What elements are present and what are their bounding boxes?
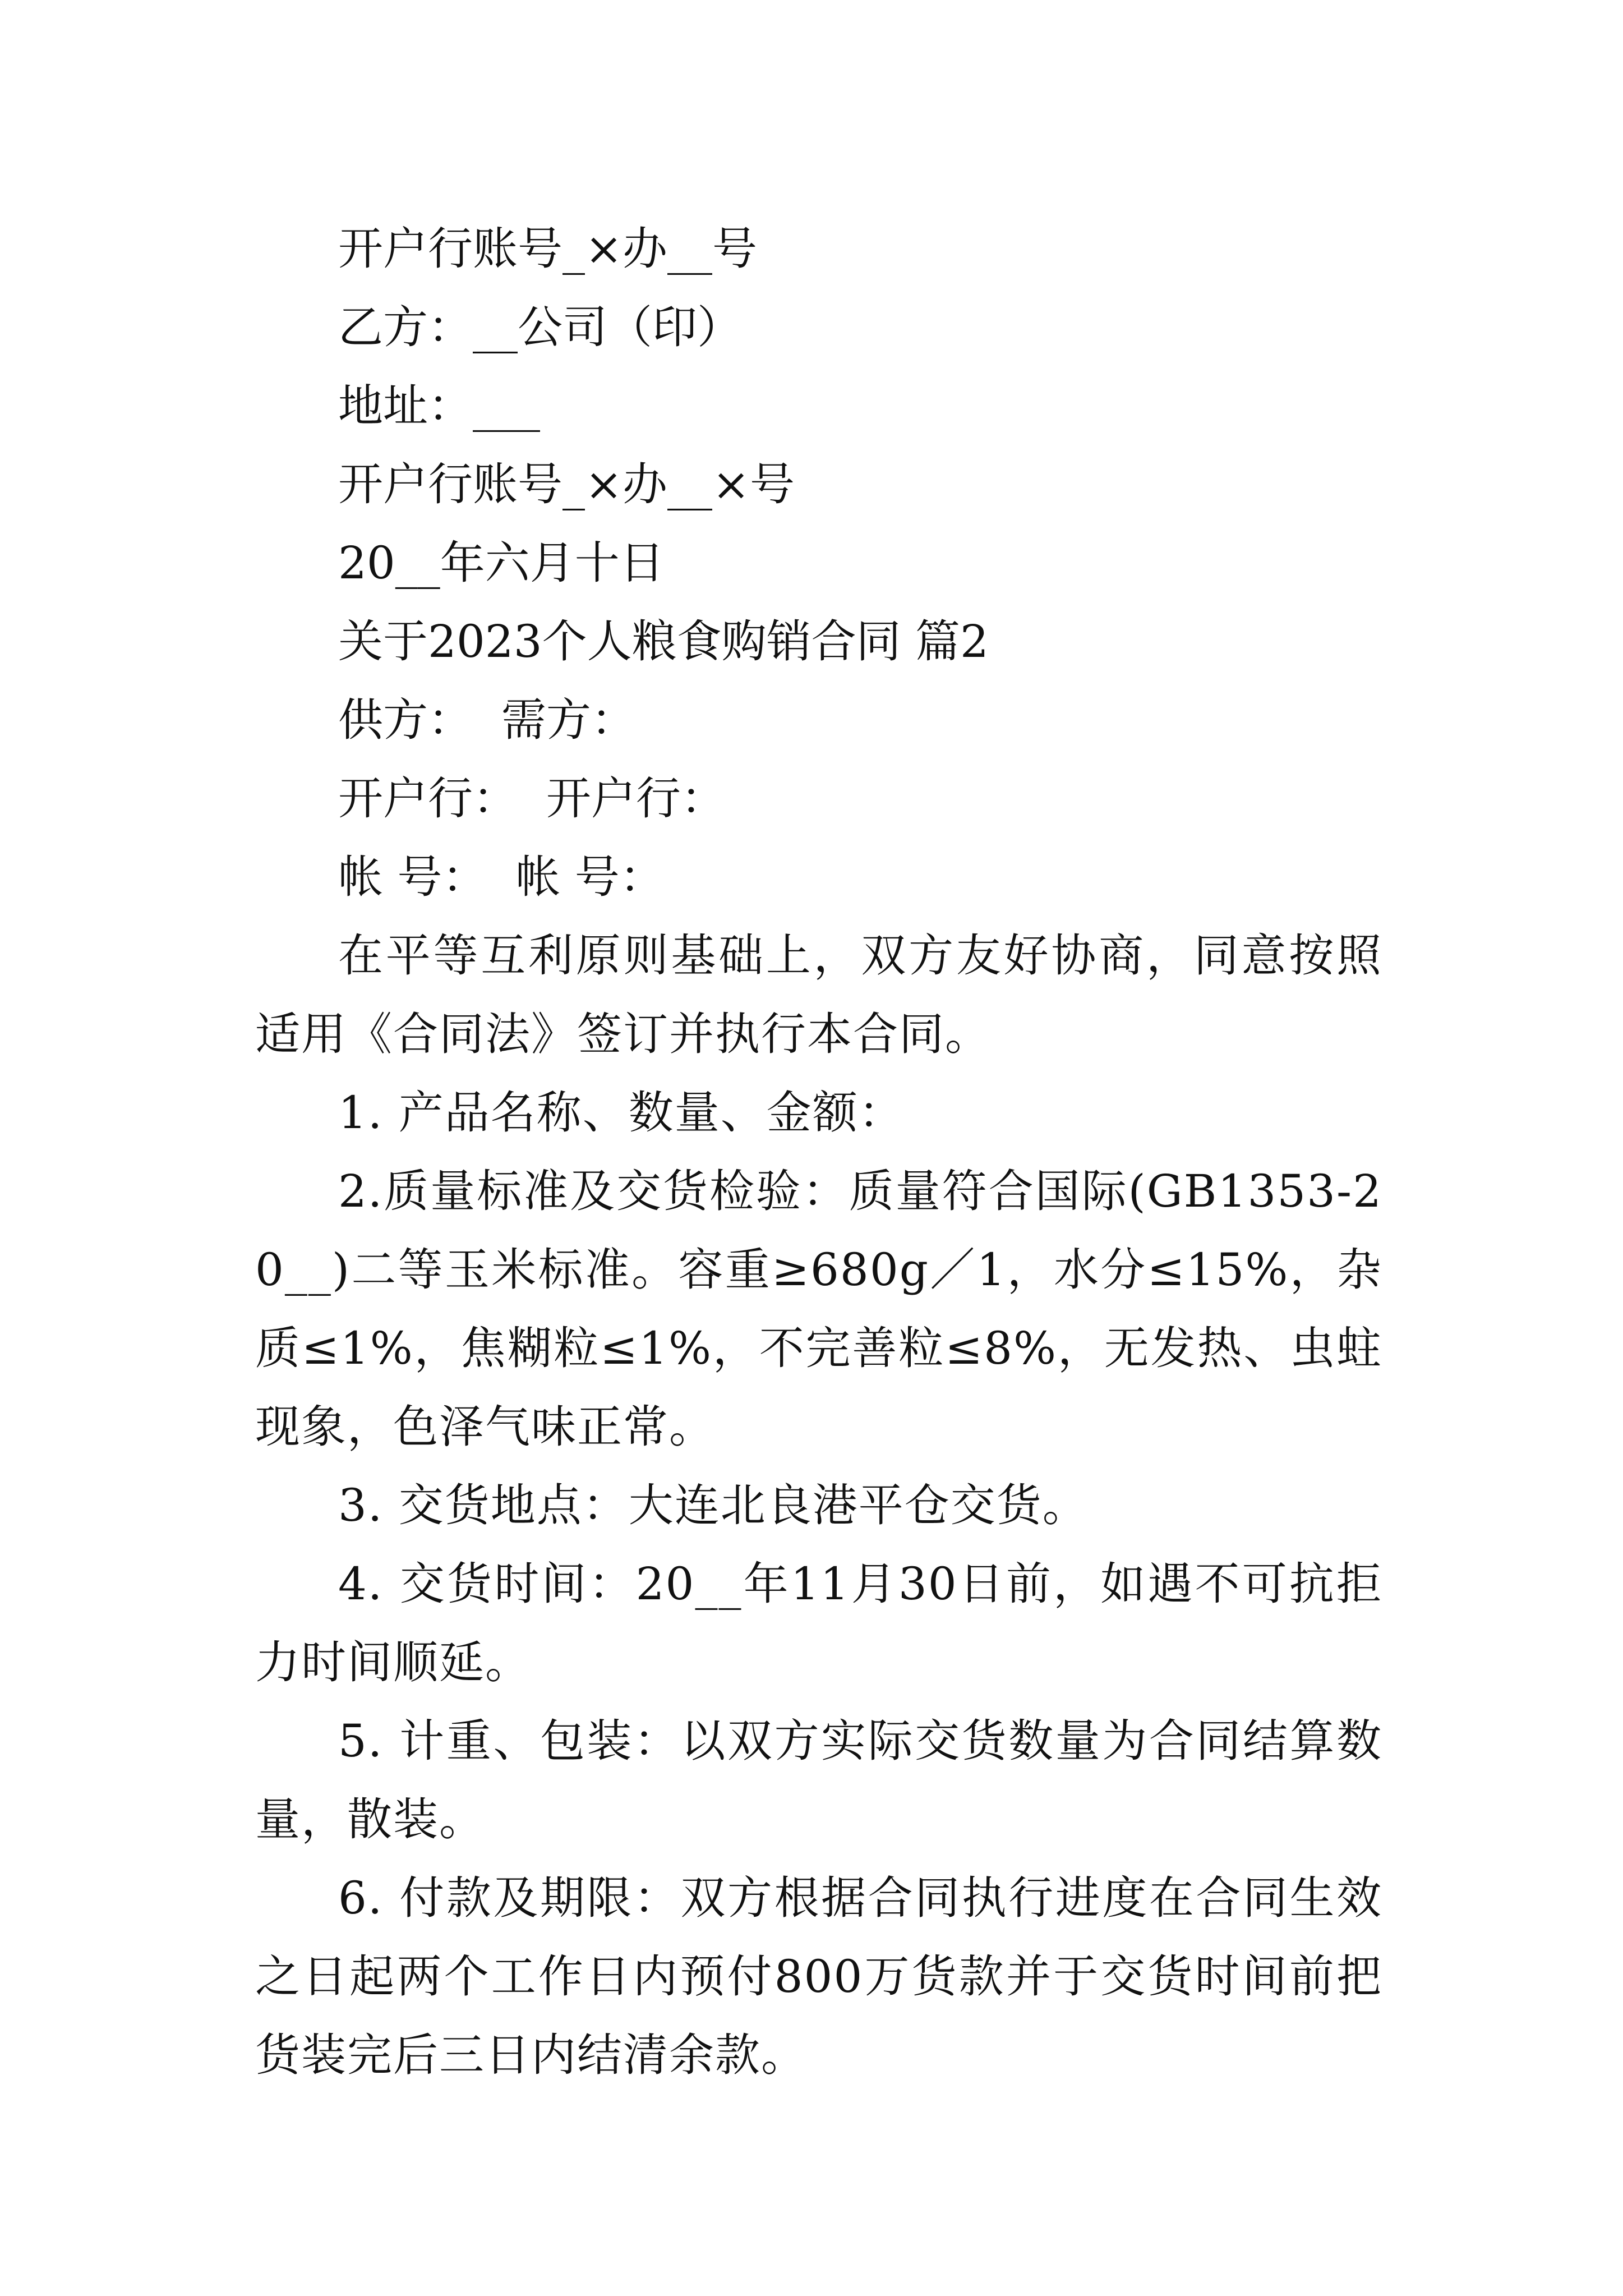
text-line: 开户行账号_×办__×号 [338,458,795,510]
text-line: 20__年六月十日 [338,537,665,589]
section-heading: 关于2023个人粮食购销合同 篇2 [338,615,989,668]
text-line: 供方： 需方： [338,694,636,746]
paragraph: 在平等互利原则基础上，双方友好协商，同意按照适用《合同法》签订并执行本合同。 [255,930,1382,1060]
paragraph: 6. 付款及期限：双方根据合同执行进度在合同生效之日起两个工作日内预付800万货款并于交货时间前把货装完后三日内结清余款。 [255,1872,1382,2081]
document-body [255,210,1382,2095]
paragraph: 4. 交货时间：20__年11月30日前，如遇不可抗拒力时间顺延。 [255,1558,1382,1688]
text-line: 帐 号： 帐 号： [338,851,665,903]
paragraph: 1. 产品名称、数量、金额： [338,1087,905,1139]
paragraph: 3. 交货地点：大连北良港平仓交货。 [338,1479,1089,1531]
text-line: 地址：___ [338,380,540,432]
paragraph: 5. 计重、包装：以双方实际交货数量为合同结算数量，散装。 [255,1715,1382,1846]
paragraph: 2.质量标准及交货检验：质量符合国际(GB1353-20__)二等玉米标准。容重≥680g／1，水分≤15%，杂质≤1%，焦糊粒≤1%，不完善粒≤8%，无发热、虫蛀现象，色泽气味正常。 [255,1165,1382,1453]
text-line: 乙方：__公司（印） [338,301,742,353]
text-line: 开户行： 开户行： [338,772,726,825]
text-line: 开户行账号_×办__号 [338,223,758,275]
